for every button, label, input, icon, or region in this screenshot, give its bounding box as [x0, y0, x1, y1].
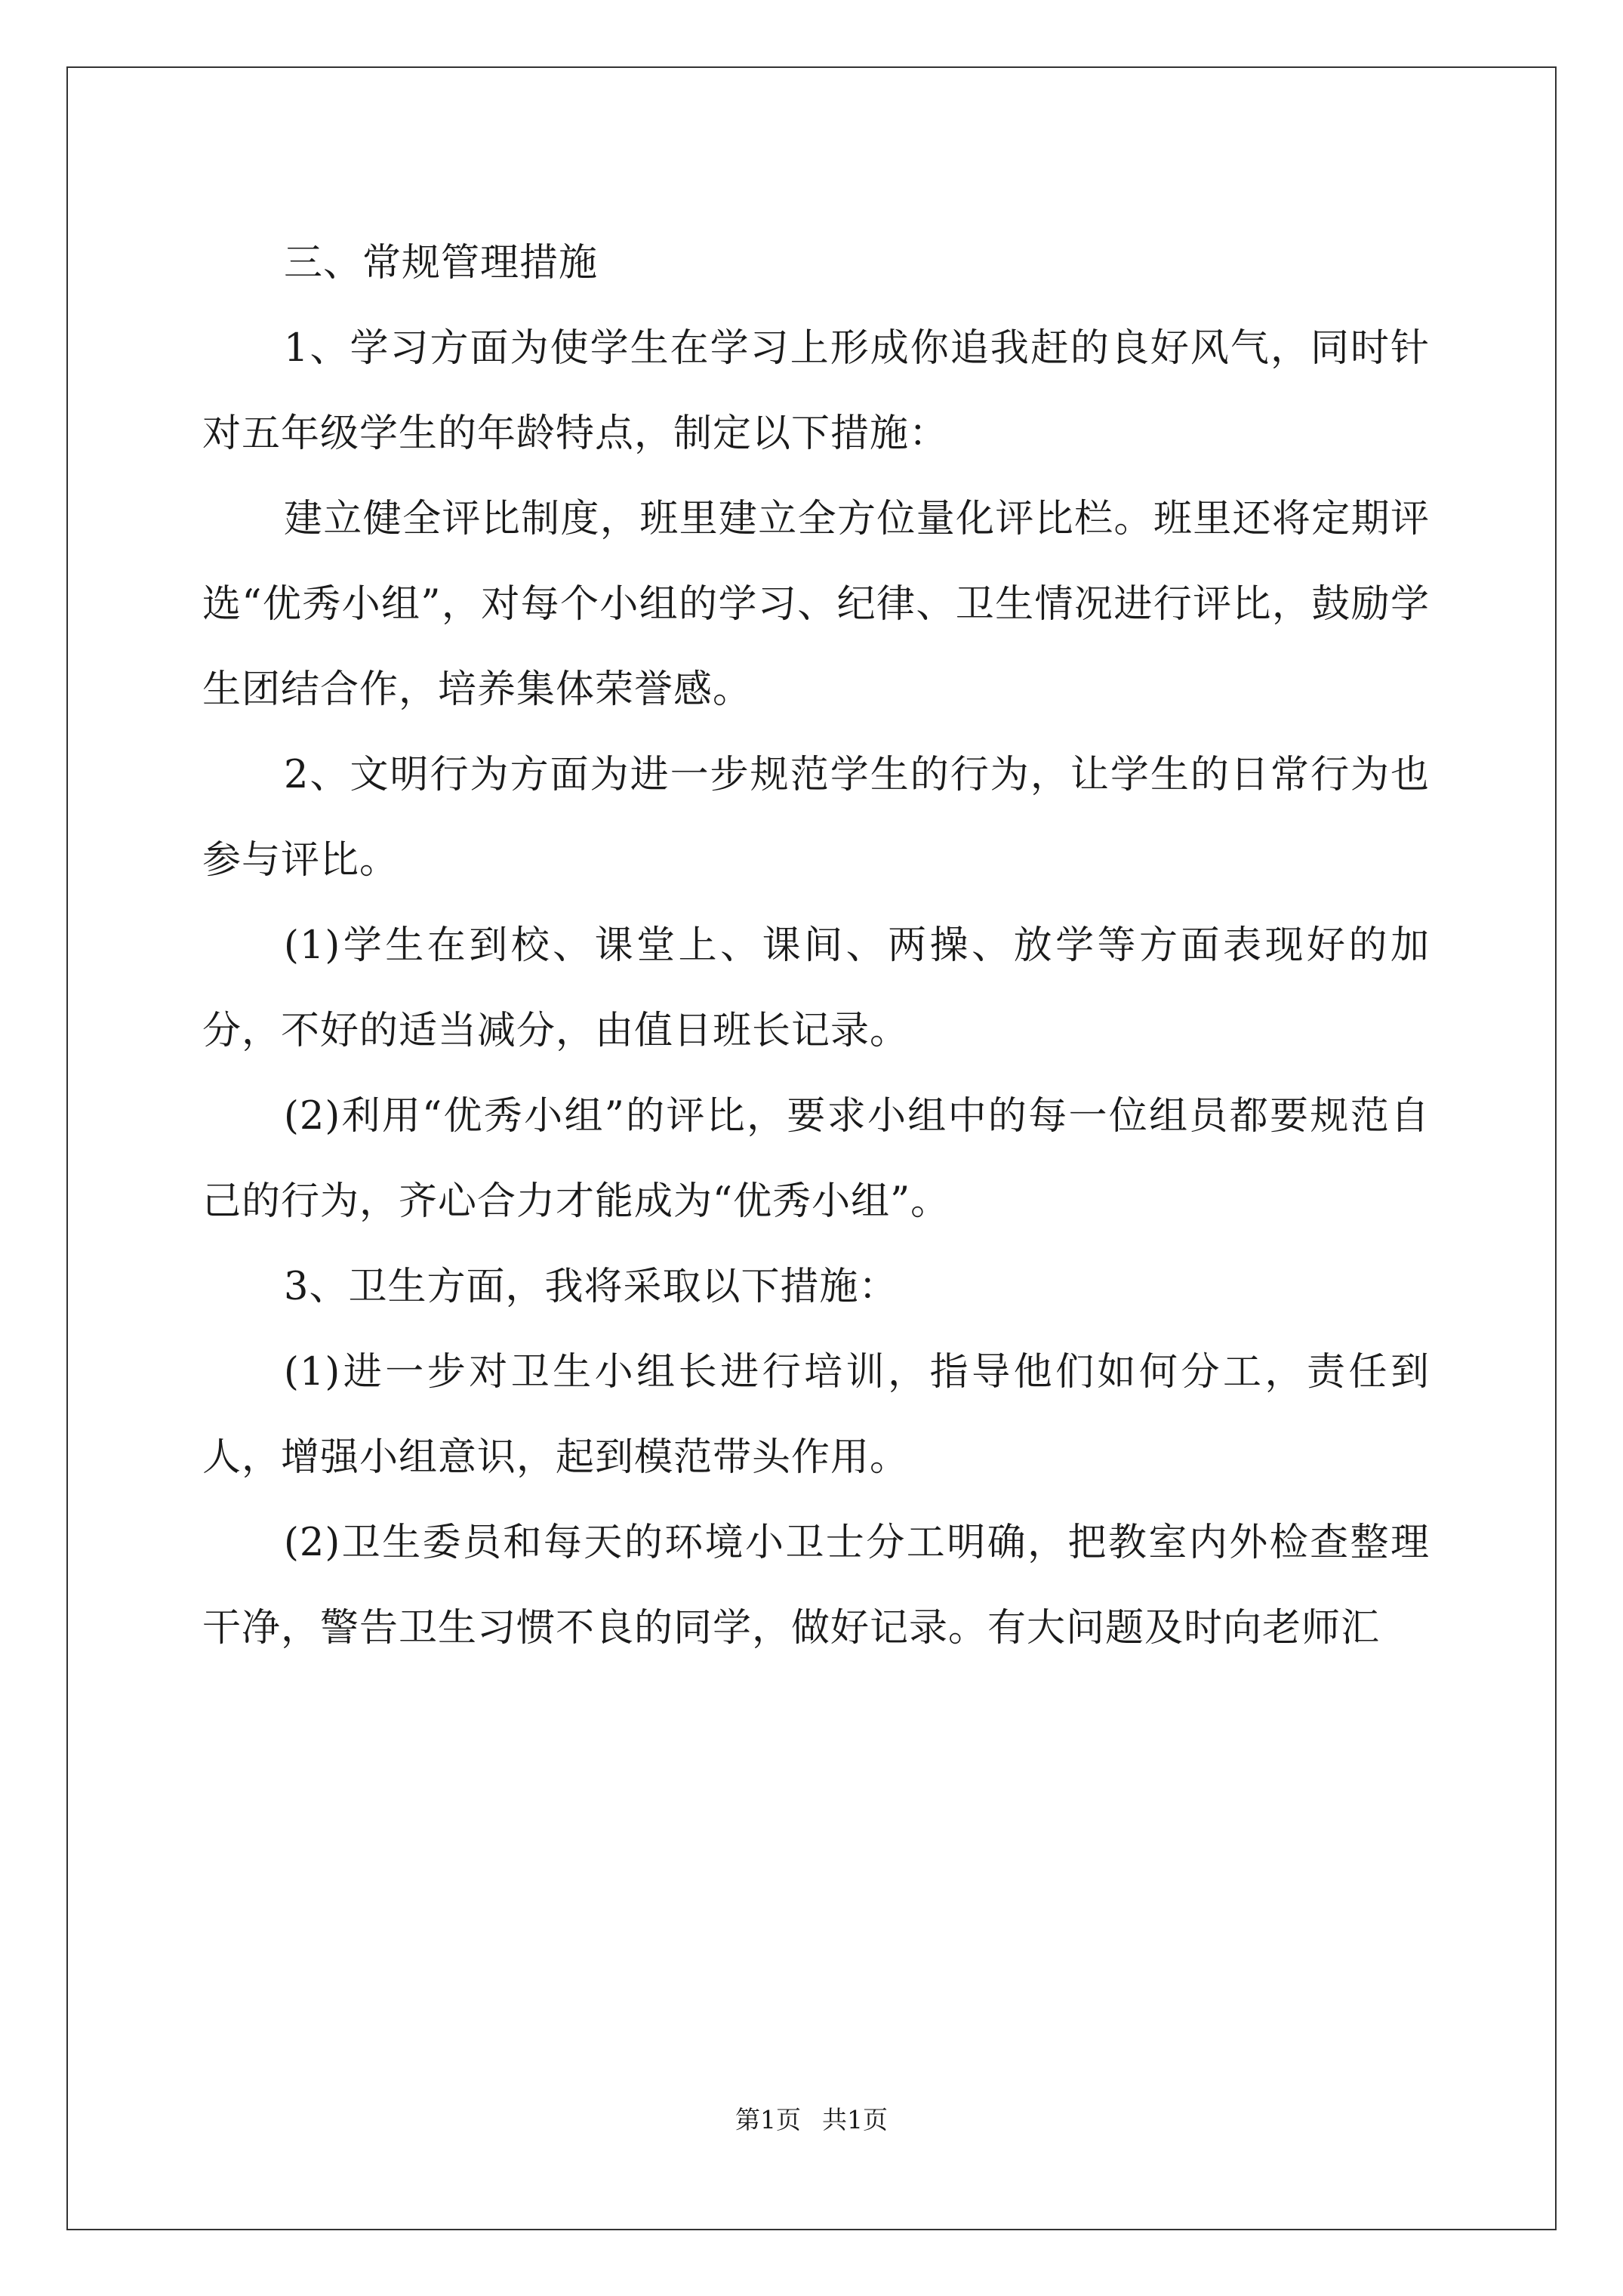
paragraph: 1、学习方面为使学生在学习上形成你追我赶的良好风气，同时针对五年级学生的年龄特点，制定以下措施：: [202, 326, 1430, 456]
page-number-total: 共1页: [822, 2105, 888, 2134]
page-number-current: 第1页: [735, 2105, 801, 2134]
paragraph: (2)利用“优秀小组”的评比，要求小组中的每一位组员都要规范自己的行为，齐心合力才能成为“优秀小组”。: [202, 1094, 1430, 1224]
paragraph: (2)卫生委员和每天的环境小卫士分工明确，把教室内外检查整理干净，警告卫生习惯不良的同学，做好记录。有大问题及时向老师汇: [202, 1521, 1430, 1650]
paragraph: 3、卫生方面，我将采取以下措施：: [284, 1265, 898, 1309]
paragraph: (1)学生在到校、课堂上、课间、两操、放学等方面表现好的加分，不好的适当减分，由值日班长记录。: [202, 923, 1430, 1053]
document-body: [202, 220, 1430, 1671]
page-footer: [0, 2105, 1623, 2135]
paragraph: 建立健全评比制度，班里建立全方位量化评比栏。班里还将定期评选“优秀小组”，对每个小组的学习、纪律、卫生情况进行评比，鼓励学生团结合作，培养集体荣誉感。: [202, 497, 1430, 712]
section-heading: 三、常规管理措施: [284, 241, 599, 285]
paragraph: 2、文明行为方面为进一步规范学生的行为，让学生的日常行为也参与评比。: [202, 753, 1430, 883]
paragraph: (1)进一步对卫生小组长进行培训，指导他们如何分工，责任到人，增强小组意识，起到模范带头作用。: [202, 1350, 1430, 1480]
